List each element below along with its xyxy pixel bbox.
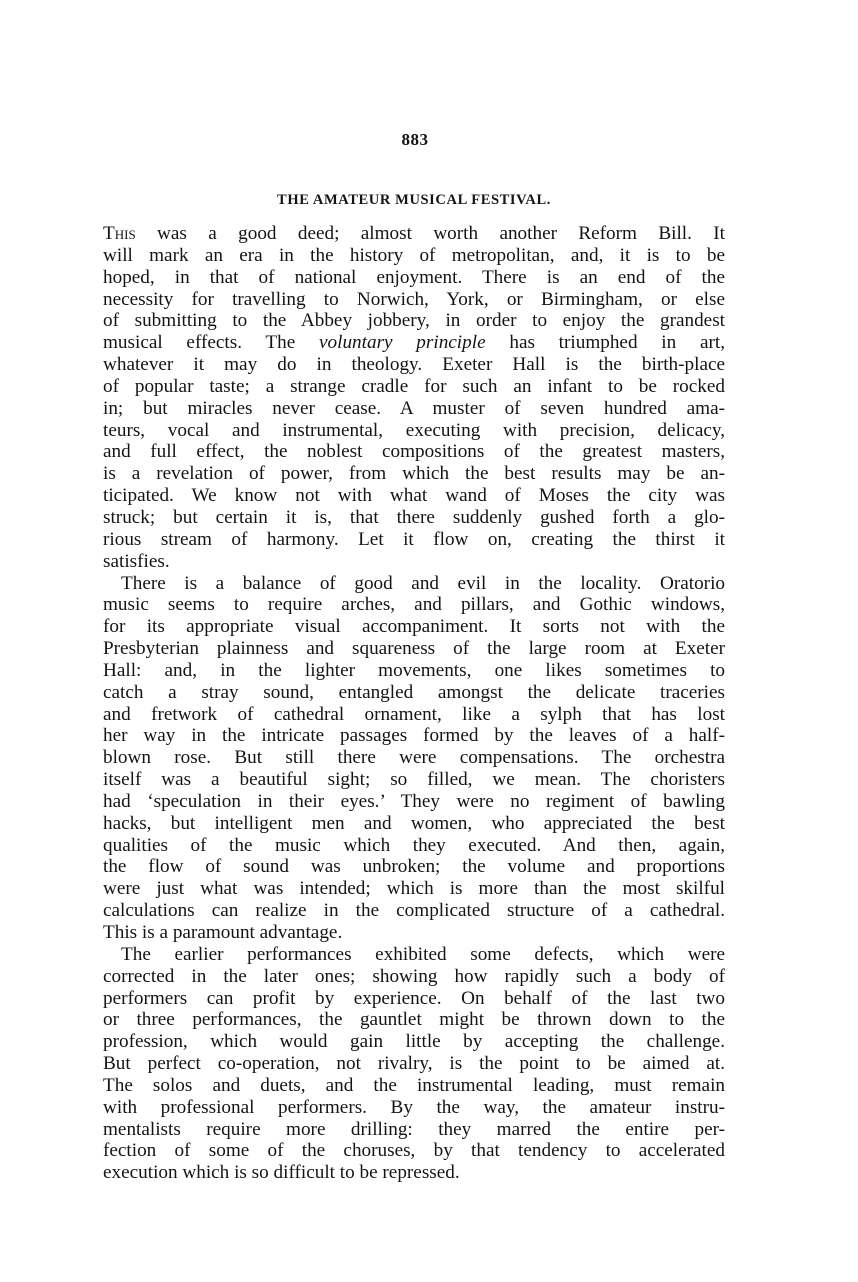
text-line: This is a paramount advantage. [103, 922, 343, 943]
text-line: and full effect, the noblest compositions of the greatest masters, [103, 441, 725, 463]
text-line: performers can profit by experience. On behalf of the last two [103, 987, 725, 1009]
text-line: teurs, vocal and instrumental, executing with precision, delicacy, [103, 419, 725, 441]
text-line: music seems to require arches, and pillars, and Gothic windows, [103, 594, 725, 616]
text-line: struck; but certain it is, that there suddenly gushed forth a glo- [103, 506, 725, 528]
text-line: blown rose. But still there were compensations. The orchestra [103, 747, 725, 769]
text-line: The earlier performances exhibited some defects, which were [121, 943, 725, 965]
text-line: Presbyterian plainness and squareness of the large room at Exeter [103, 638, 725, 660]
text-line: But perfect co-operation, not rivalry, is the point to be aimed at. [103, 1053, 725, 1075]
text-line: in; but miracles never cease. A muster of seven hundred ama- [103, 397, 725, 419]
text-line: fection of some of the choruses, by that tendency to accelerated [103, 1140, 725, 1162]
text-line: satisfies. [103, 550, 170, 572]
text-line: itself was a beautiful sight; so filled, we mean. The choristers [103, 769, 725, 791]
text-line: profession, which would gain little by accepting the challenge. [103, 1031, 725, 1053]
text-line: will mark an era in the history of metropolitan, and, it is to be [103, 244, 725, 266]
text-line: execution which is so difficult to be repressed. [103, 1162, 460, 1184]
text-line: qualities of the music which they executed. And then, again, [103, 834, 725, 856]
text-line: catch a stray sound, entangled amongst the delicate traceries [103, 681, 725, 703]
page-number: 883 [401, 130, 429, 149]
paragraph-2 [103, 573, 725, 944]
article-title: THE AMATEUR MUSICAL FESTIVAL. [277, 192, 551, 208]
text-line: hoped, in that of national enjoyment. There is an end of the [103, 266, 725, 288]
text-line: her way in the intricate passages formed by the leaves of a half- [103, 725, 725, 747]
text-line: is a revelation of power, from which the best results may be an- [103, 463, 725, 485]
text-line: necessity for travelling to Norwich, York, or Birmingham, or else [103, 288, 725, 310]
text-line: There is a balance of good and evil in the locality. Oratorio [121, 572, 725, 594]
text-line: for its appropriate visual accompaniment. It sorts not with the [103, 616, 725, 638]
paragraph-1 [103, 223, 725, 573]
paragraph-3 [103, 944, 725, 1184]
text-line: calculations can realize in the complicated structure of a cathedral. [103, 900, 725, 922]
text-line: the flow of sound was unbroken; the volume and proportions [103, 856, 725, 878]
text-line: ticipated. We know not with what wand of Moses the city was [103, 485, 725, 507]
text-line: were just what was intended; which is more than the most skilful [103, 878, 725, 900]
text-line: of submitting to the Abbey jobbery, in order to enjoy the grandest [103, 310, 725, 332]
text-line: corrected in the later ones; showing how rapidly such a body of [103, 965, 725, 987]
text-line: This was a good deed; almost worth another Reform Bill. It [103, 223, 725, 244]
text-line: Hall: and, in the lighter movements, one likes sometimes to [103, 659, 725, 681]
text-line: rious stream of harmony. Let it flow on, creating the thirst it [103, 528, 725, 550]
text-line: whatever it may do in theology. Exeter Hall is the birth-place [103, 354, 725, 376]
text-line: The solos and duets, and the instrumental leading, must remain [103, 1074, 725, 1096]
text-line: had ‘speculation in their eyes.’ They were no regiment of bawling [103, 790, 725, 812]
text-line: musical effects. The voluntary principle has triumphed in art, [103, 332, 726, 354]
emphasis: voluntary principle [319, 332, 486, 354]
article-body [103, 223, 725, 1184]
text-line: mentalists require more drilling: they marred the entire per- [103, 1118, 725, 1140]
text-line: of popular taste; a strange cradle for such an infant to be rocked [103, 375, 725, 397]
text-line: or three performances, the gauntlet might be thrown down to the [103, 1009, 725, 1031]
text-line: and fretwork of cathedral ornament, like a sylph that has lost [103, 703, 725, 725]
text-line: hacks, but intelligent men and women, who appreciated the best [103, 812, 725, 834]
text-line: with professional performers. By the way, the amateur instru- [103, 1096, 725, 1118]
